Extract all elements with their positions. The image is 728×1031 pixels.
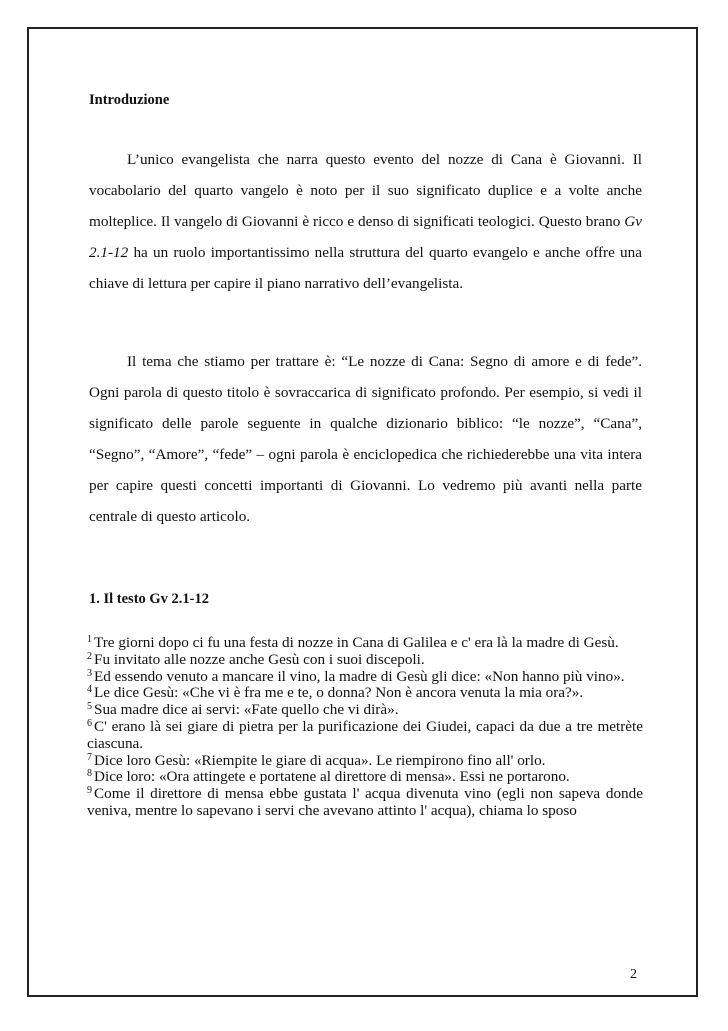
verse-number: 9 bbox=[87, 785, 92, 797]
verse bbox=[87, 652, 643, 669]
verse bbox=[87, 669, 643, 686]
verse-text: Dice loro: «Ora attingete e portatene al direttore di mensa». Essi ne portarono. bbox=[94, 768, 570, 786]
intro-paragraph-1-text-a: L’unico evangelista che narra questo evento del nozze di Cana è Giovanni. Il vocabolario del quarto vangelo è noto per il suo significato duplice e a volte anche molteplice. Il vangelo di Giovanni è ricco e denso di significati teologici. Questo brano bbox=[89, 151, 642, 230]
verse bbox=[87, 635, 643, 652]
verse-text: Tre giorni dopo ci fu una festa di nozze in Cana di Galilea e c' era là la madre di Gesù. bbox=[94, 634, 619, 651]
verse bbox=[87, 702, 643, 719]
verse-number: 5 bbox=[87, 701, 92, 713]
verse-number: 8 bbox=[87, 768, 92, 780]
verse-text: Dice loro Gesù: «Riempite le giare di acqua». Le riempirono fino all' orlo. bbox=[94, 751, 546, 769]
verse-text: Le dice Gesù: «Che vi è fra me e te, o donna? Non è ancora venuta la mia ora?». bbox=[94, 684, 584, 702]
verse-number: 1 bbox=[87, 634, 92, 645]
verse-number: 7 bbox=[87, 751, 92, 763]
page-number: 2 bbox=[630, 967, 637, 982]
verse-text: Come il direttore di mensa ebbe gustata l' acqua divenuta vino (egli non sapeva donde veniva, mentre lo sapevano i servi che avevano attinto l' acqua), chiama lo sposo bbox=[87, 785, 643, 819]
verse-text: Ed essendo venuto a mancare il vino, la madre di Gesù gli dice: «Non hanno più vino». bbox=[94, 667, 625, 685]
verse-text: Sua madre dice ai servi: «Fate quello che vi dirà». bbox=[94, 701, 399, 719]
verse-text: Fu invitato alle nozze anche Gesù con i suoi discepoli. bbox=[94, 650, 425, 668]
verse-list bbox=[87, 635, 643, 820]
verse bbox=[87, 786, 643, 820]
text-section-heading: 1. Il testo Gv 2.1-12 bbox=[89, 591, 210, 607]
intro-paragraph-1-text-b: ha un ruolo importantissimo nella struttura del quarto evangelo e anche offre una chiave di lettura per capire il piano narrativo dell’evangelista. bbox=[89, 244, 642, 292]
intro-paragraph-1 bbox=[89, 144, 642, 299]
intro-heading: Introduzione bbox=[89, 92, 170, 108]
scripture-reference: Gv 2.1-12 bbox=[89, 213, 642, 261]
verse bbox=[87, 685, 643, 702]
verse-number: 3 bbox=[87, 667, 92, 679]
verse-number: 6 bbox=[87, 717, 92, 729]
verse bbox=[87, 753, 643, 770]
verse-text: C' erano là sei giare di pietra per la purificazione dei Giudei, capaci da due a tre metrète ciascuna. bbox=[87, 717, 643, 752]
verse-number: 2 bbox=[87, 650, 92, 662]
verse bbox=[87, 719, 643, 753]
verse-number: 4 bbox=[87, 684, 92, 696]
intro-paragraph-2: Il tema che stiamo per trattare è: “Le nozze di Cana: Segno di amore e di fede”. Ogni parola di questo titolo è sovraccarica di significato profondo. Per esempio, si vedi il significato delle parole seguente in qualche dizionario biblico: “le nozze”, “Cana”, “Segno”, “Amore”, “fede” – ogni parola è enciclopedica che richiederebbe una vita intera per capire questi concetti importanti di Giovanni. Lo vedremo più avanti nella parte centrale di questo articolo. bbox=[89, 353, 642, 525]
verse bbox=[87, 769, 643, 786]
